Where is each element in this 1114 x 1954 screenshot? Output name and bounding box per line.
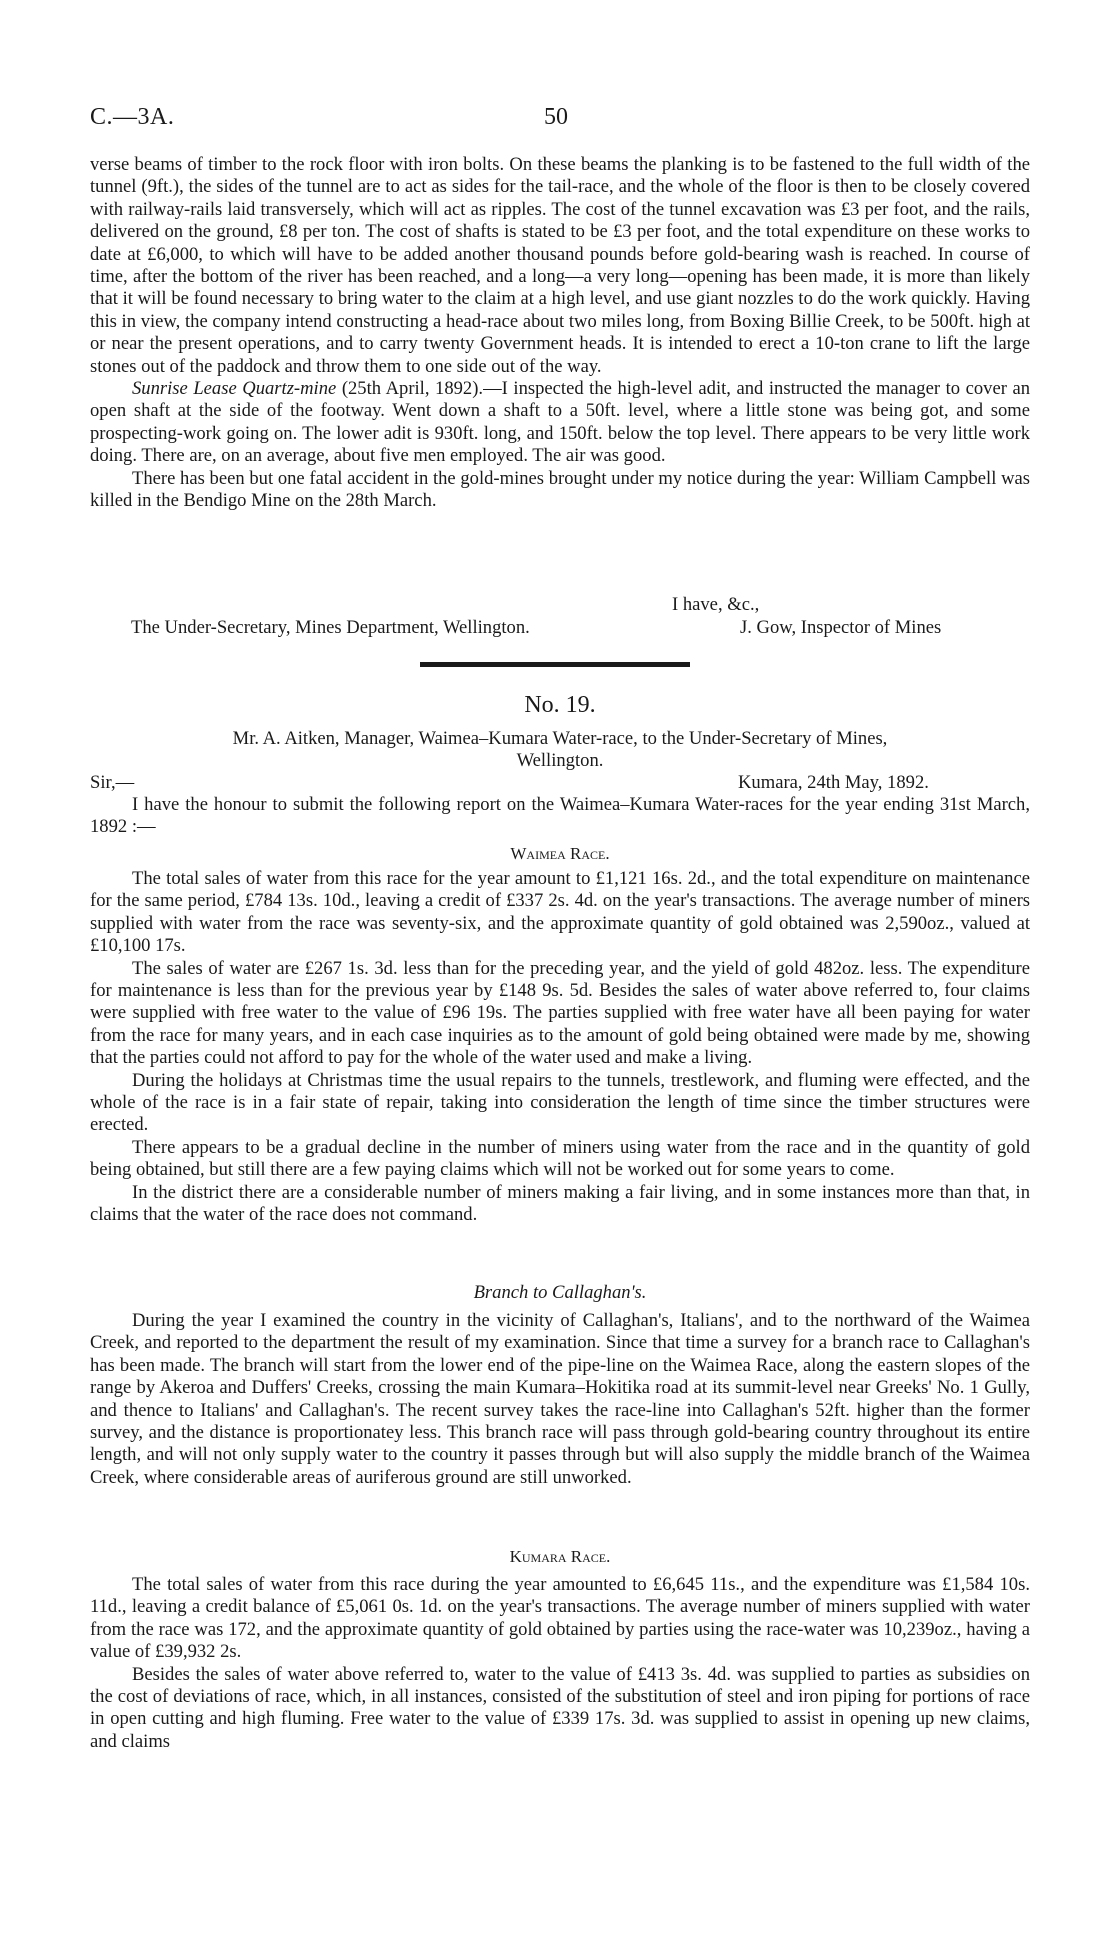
paragraph-fatal-accident: There has been but one fatal accident in the gold-mines brought under my notice during the year: William Campbell was killed in the Bendigo Mine on the 28th March.: [90, 467, 1030, 512]
section-divider: [420, 662, 690, 667]
paragraph-body: (25th April, 1892).—I inspected the high-level adit, and instructed the manager to cover an open shaft at the side of the footway. Went down a shaft to a 50ft. level, where a little stone was being got, and some prospecting-work going on. The lower adit is 930ft. long, and 150ft. below the top level. There appears to be very little work doing. There are, on an average, about five men employed. The air was good.: [90, 378, 1030, 467]
report-number: No. 19.: [524, 692, 596, 718]
letter-closing: I have, &c.,: [672, 594, 760, 615]
paragraph-continuation: verse beams of timber to the rock floor with iron bolts. On these beams the planking is to be fastened to the full width of the tunnel (9ft.), the sides of the tunnel are to act as sides for the tail-race, and the whole of the floor is then to be closely covered with railway-rails laid transversely, which will act as ripples. The cost of the tunnel excavation was £3 per foot, and the rails, delivered on the ground, £8 per ton. The cost of shafts is stated to be £3 per foot, and the total expenditure on these works to date at £6,000, to which will have to be added another thousand pounds before gold-bearing wash is reached. In course of time, after the bottom of the river has been reached, and a long—a very long—opening has been made, it is more than likely that it will be found necessary to bring water to the claim at a high level, and use giant nozzles to do the work quickly. Having this in view, the company intend constructing a head-race about two miles long, from Boxing Billie Creek, to be 500ft. high at or near the present operations, and to carry twenty Government heads. It is intended to erect a 10-ton crane to lift the large stones out of the paddock and throw them to one side out of the way.: [90, 154, 1030, 377]
heading-branch-to-callaghans: Branch to Callaghan's.: [473, 1282, 647, 1303]
addressee: The Under-Secretary, Mines Department, Wellington.: [131, 617, 530, 638]
paragraph-waimea-5: In the district there are a considerable number of miners making a fair living, and in some instances more than that, in claims that the water of the race does not command.: [90, 1181, 1030, 1226]
paragraph-kumara-2: Besides the sales of water above referred to, water to the value of £413 3s. 4d. was supplied to parties as subsidies on the cost of deviations of race, which, in all instances, consisted of the substitution of steel and iron piping for portions of race in open cutting and high fluming. Free water to the value of £339 17s. 3d. was supplied to assist in opening up new claims, and claims: [90, 1663, 1030, 1752]
paragraph-sunrise-lease: [90, 378, 1030, 468]
heading-kumara-race: Kumara Race.: [509, 1547, 611, 1566]
paragraph-waimea-1: The total sales of water from this race for the year amount to £1,121 16s. 2d., and the total expenditure on maintenance for the same period, £784 13s. 10d., leaving a credit of £337 2s. 4d. on the year's transactions. The average number of miners supplied with water from the race was seventy-six, and the approximate quantity of gold obtained was 2,590oz., valued at £10,100 17s.: [90, 868, 1030, 957]
page-number: 50: [544, 104, 568, 130]
branch-section: [90, 1310, 1030, 1489]
paragraph-waimea-2: The sales of water are £267 1s. 3d. less than for the preceding year, and the yield of gold 482oz. less. The expenditure for maintenance is less than for the previous year by £148 9s. 5d. Besides the sales of water above referred to, four claims were supplied with free water to the value of £96 19s. The parties supplied with free water have all been paying for water from the race for many years, and in each case inquiries as to the amount of gold being obtained were made by me, showing that the parties could not afford to pay for the whole of the water used and make a living.: [90, 957, 1030, 1069]
signatory: J. Gow, Inspector of Mines: [740, 617, 942, 638]
salutation: Sir,—: [90, 772, 135, 793]
heading-waimea-race: Waimea Race.: [510, 844, 610, 863]
kumara-section: [90, 1574, 1030, 1753]
place-date: Kumara, 24th May, 1892.: [738, 772, 929, 793]
paragraph-kumara-1: The total sales of water from this race during the year amounted to £6,645 11s., and the expenditure was £1,584 10s. 11d., leaving a credit balance of £5,061 0s. 1d. on the year's transactions. The average number of miners supplied with water from the race was 172, and the approximate quantity of gold obtained by parties using the race-water was 10,239oz., having a value of £39,932 2s.: [90, 1574, 1030, 1663]
document-reference: C.—3A.: [90, 104, 175, 130]
report-title-line-2: Wellington.: [516, 750, 604, 771]
paragraph-intro: I have the honour to submit the following report on the Waimea–Kumara Water-races for the year ending 31st March, 1892 :—: [90, 794, 1030, 838]
paragraph-lead-italic: Sunrise Lease Quartz-mine: [132, 378, 337, 400]
waimea-section: [90, 868, 1030, 1227]
paragraph-waimea-3: During the holidays at Christmas time the usual repairs to the tunnels, trestlework, and fluming were effected, and the whole of the race is in a fair state of repair, taking into consideration the length of time since the timber structures were erected.: [90, 1069, 1030, 1136]
section-one: [90, 154, 1030, 513]
paragraph-waimea-4: There appears to be a gradual decline in the number of miners using water from the race and in the quantity of gold being obtained, but still there are a few paying claims which will not be worked out for some years to come.: [90, 1136, 1030, 1181]
paragraph-branch: During the year I examined the country in the vicinity of Callaghan's, Italians', and to the northward of the Waimea Creek, and reported to the department the result of my examination. Since that time a survey for a branch race to Callaghan's has been made. The branch will start from the lower end of the pipe-line on the Waimea Race, along the eastern slopes of the range by Akeroa and Duffers' Creeks, crossing the main Kumara–Hokitika road at its summit-level near Greeks' No. 1 Gully, and thence to Italians' and Callaghan's. The recent survey takes the race-line into Callaghan's 52ft. higher than the former survey, and the distance is proportionatey less. This branch race will pass through gold-bearing country throughout its entire length, and will not only supply water to the country it passes through but will also supply the middle branch of the Waimea Creek, where considerable areas of auriferous ground are still unworked.: [90, 1310, 1030, 1488]
report-title-line-1: Mr. A. Aitken, Manager, Waimea–Kumara Water-race, to the Under-Secretary of Mines,: [232, 728, 888, 749]
report-intro: [90, 794, 1030, 839]
